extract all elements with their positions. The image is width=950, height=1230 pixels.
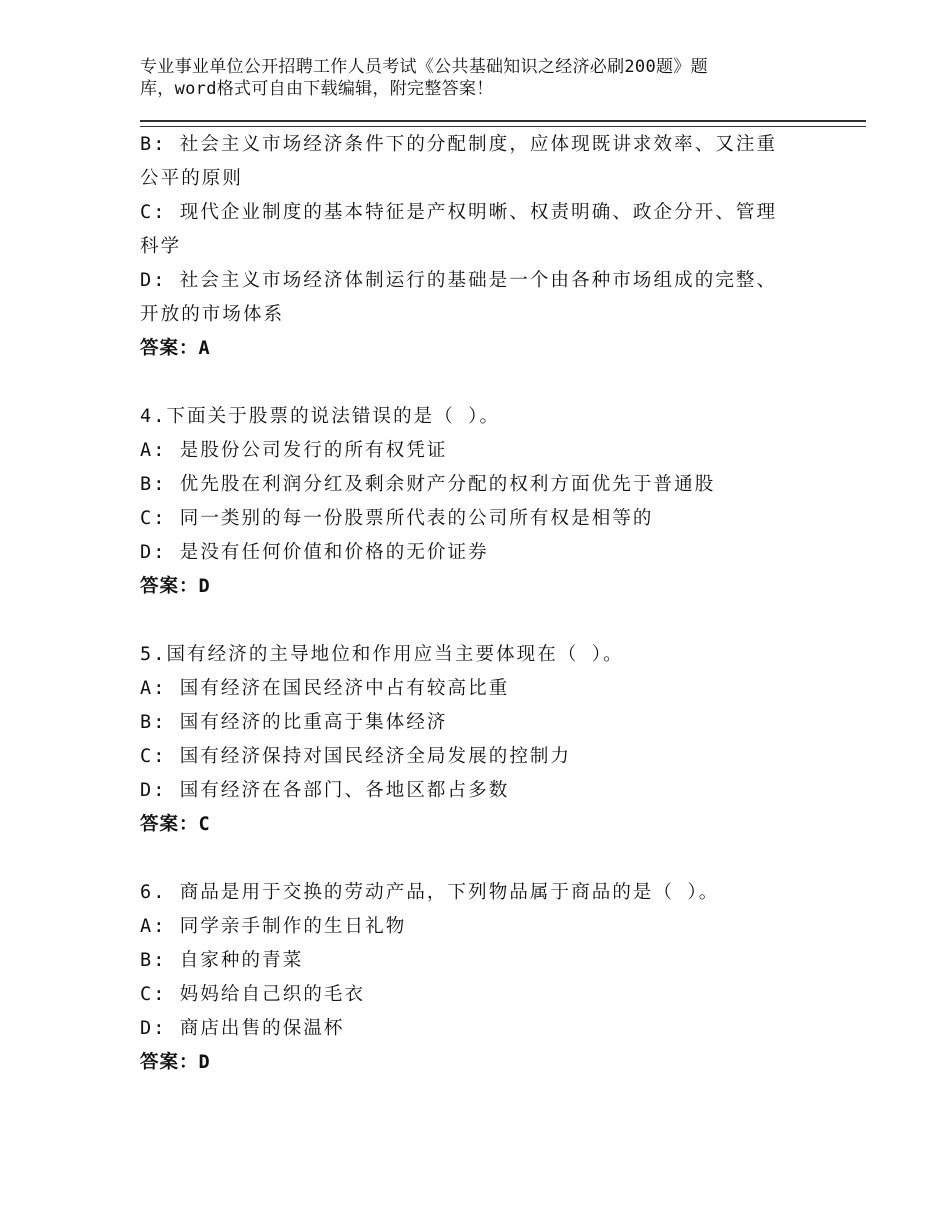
document-body bbox=[140, 128, 810, 1080]
q5-option-a: A: 国有经济在国民经济中占有较高比重 bbox=[140, 678, 510, 699]
question-3-block bbox=[140, 128, 810, 366]
q5-option-c: C: 国有经济保持对国民经济全局发展的控制力 bbox=[140, 746, 572, 767]
q3-option-b-line-1: B: 社会主义市场经济条件下的分配制度，应体现既讲求效率、又注重 bbox=[140, 134, 778, 155]
q3-option-b-line-2: 公平的原则 bbox=[140, 168, 244, 189]
q4-option-b: B: 优先股在利润分红及剩余财产分配的权利方面优先于普通股 bbox=[140, 474, 716, 495]
q3-answer: 答案：A bbox=[140, 338, 211, 359]
question-6-block bbox=[140, 876, 810, 1080]
spacer bbox=[140, 366, 810, 400]
q4-question: 4.下面关于股票的说法错误的是（ ）。 bbox=[140, 406, 501, 427]
q4-option-c: C: 同一类别的每一份股票所代表的公司所有权是相等的 bbox=[140, 508, 654, 529]
spacer bbox=[140, 604, 810, 638]
q5-option-d: D: 国有经济在各部门、各地区都占多数 bbox=[140, 780, 510, 801]
q3-option-c-line-2: 科学 bbox=[140, 236, 182, 257]
q6-answer: 答案：D bbox=[140, 1052, 211, 1073]
q6-question: 6. 商品是用于交换的劳动产品，下列物品属于商品的是（ ）。 bbox=[140, 882, 720, 903]
q6-option-a: A: 同学亲手制作的生日礼物 bbox=[140, 916, 407, 937]
q6-option-b: B: 自家种的青菜 bbox=[140, 950, 304, 971]
q5-question: 5.国有经济的主导地位和作用应当主要体现在（ ）。 bbox=[140, 644, 624, 665]
header-title-line-2: 库，word格式可自由下载编辑，附完整答案！ bbox=[140, 79, 494, 99]
q4-option-a: A: 是股份公司发行的所有权凭证 bbox=[140, 440, 448, 461]
q4-option-d: D: 是没有任何价值和价格的无价证券 bbox=[140, 542, 489, 563]
q6-option-c: C: 妈妈给自己织的毛衣 bbox=[140, 984, 366, 1005]
spacer bbox=[140, 842, 810, 876]
q3-option-c-line-1: C: 现代企业制度的基本特征是产权明晰、权责明确、政企分开、管理 bbox=[140, 202, 778, 223]
question-5-block bbox=[140, 638, 810, 842]
q5-option-b: B: 国有经济的比重高于集体经济 bbox=[140, 712, 448, 733]
q6-option-d: D: 商店出售的保温杯 bbox=[140, 1018, 345, 1039]
q5-answer: 答案：C bbox=[140, 814, 211, 835]
q4-answer: 答案：D bbox=[140, 576, 211, 597]
document-header bbox=[140, 56, 780, 100]
header-title-line-1: 专业事业单位公开招聘工作人员考试《公共基础知识之经济必刷200题》题 bbox=[140, 57, 708, 77]
header-divider bbox=[140, 120, 866, 127]
q3-option-d-line-2: 开放的市场体系 bbox=[140, 304, 285, 325]
q3-option-d-line-1: D: 社会主义市场经济体制运行的基础是一个由各种市场组成的完整、 bbox=[140, 270, 778, 291]
question-4-block bbox=[140, 400, 810, 604]
